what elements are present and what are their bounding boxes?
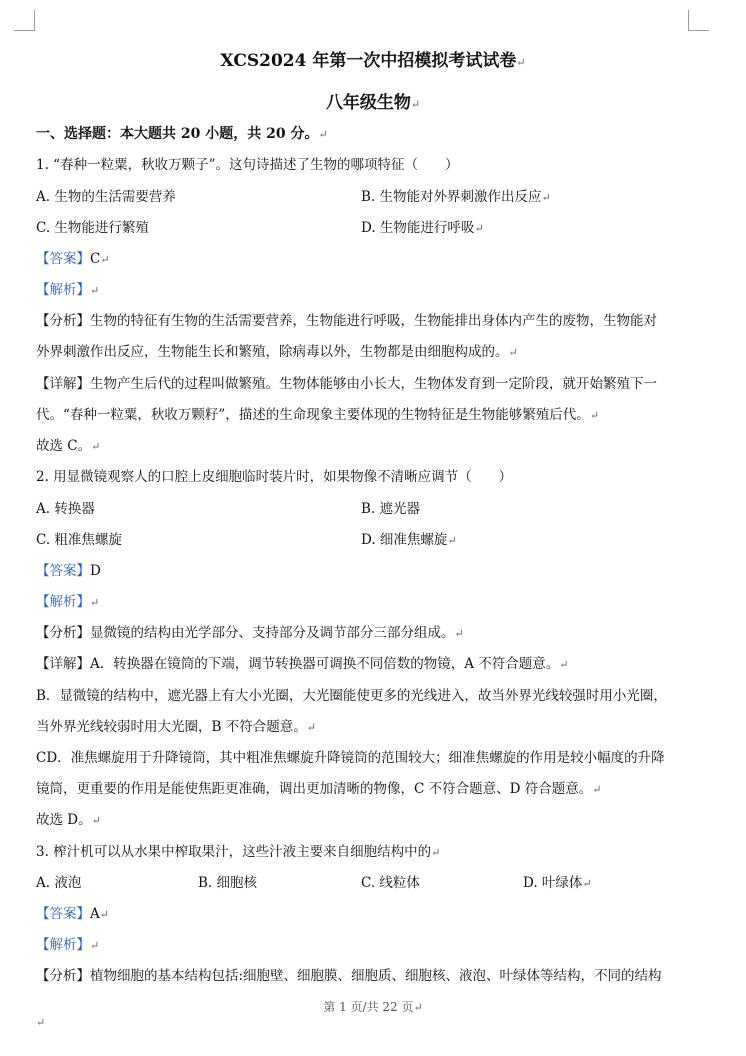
q2-conclusion: 故选 D。↵ [36, 812, 101, 828]
exam-title: XCS2024 年第一次中招模拟考试试卷↵ [220, 51, 526, 71]
q2-stem: 2. 用显微镜观察人的口腔上皮细胞临时装片时，如果物像不清晰应调节（ ） [36, 469, 513, 485]
q2-xiangjie-cd-line1: CD．准焦螺旋用于升降镜筒，其中粗准焦螺旋升降镜筒的范围较大；细准焦螺旋的作用是较小幅度的升降 [36, 750, 665, 766]
q2-xiangjie-a: 【详解】A．转换器在镜筒的下端，调节转换器可调换不同倍数的物镜，A 不符合题意。↵ [36, 656, 569, 672]
q2-jiexi: 【解析】↵ [36, 594, 100, 610]
q3-option-a: A. 液泡 [36, 875, 82, 891]
q2-option-c: C. 粗准焦螺旋 [36, 532, 122, 548]
section-heading: 一、选择题：本大题共 20 小题，共 20 分。↵ [36, 126, 328, 142]
q1-answer: 【答案】C↵ [36, 251, 110, 267]
q3-answer: 【答案】A↵ [36, 906, 109, 922]
q2-xiangjie-cd-line2: 镜筒，更重要的作用是能使焦距更准确，调出更加清晰的物像，C 不符合题意、D 符合题意。↵ [36, 781, 602, 797]
q2-option-d: D. 细准焦螺旋↵ [361, 532, 457, 548]
q1-xiangjie-line1: 【详解】生物产生后代的过程叫做繁殖。生物体能够由小长大，生物体发育到一定阶段，就开始繁殖下一 [36, 376, 657, 392]
q2-xiangjie-b-line2: 当外界光线较弱时用大光圈，B 不符合题意。↵ [36, 719, 316, 735]
q1-stem: 1. “春种一粒粟，秋收万颗子”。这句诗描述了生物的哪项特征（ ） [36, 157, 459, 173]
exam-subtitle: 八年级生物↵ [325, 93, 421, 113]
q1-option-b: B. 生物能对外界刺激作出反应↵ [361, 189, 551, 205]
q1-fenxi-line2: 外界刺激作出反应，生物能生长和繁殖，除病毒以外，生物都是由细胞构成的。↵ [36, 344, 518, 360]
q1-xiangjie-line2: 代。“春种一粒粟，秋收万颗籽”，描述的生命现象主要体现的生物特征是生物能够繁殖后代。↵ [36, 407, 600, 423]
q3-option-c: C. 线粒体 [361, 875, 420, 891]
q3-jiexi: 【解析】↵ [36, 937, 100, 953]
q3-stem: 3. 榨汁机可以从水果中榨取果汁，这些汁液主要来自细胞结构中的↵ [36, 844, 441, 860]
q1-fenxi-line1: 【分析】生物的特征有生物的生活需要营养，生物能进行呼吸，生物能排出身体内产生的废物，生物能对 [36, 313, 657, 329]
q3-option-b: B. 细胞核 [198, 875, 258, 891]
q1-option-d: D. 生物能进行呼吸↵ [361, 220, 484, 236]
q1-option-c: C. 生物能进行繁殖 [36, 220, 149, 236]
page-footer: 第 1 页/共 22 页↵ [323, 1000, 423, 1014]
page-corner-mark-top-right [688, 10, 709, 31]
q2-xiangjie-b-line1: B．显微镜的结构中，遮光器上有大小光圈，大光圈能使更多的光线进入，故当外界光线较强时用小光圈， [36, 688, 667, 704]
q1-option-a: A. 生物的生活需要营养 [36, 189, 176, 205]
paragraph-mark: ↵ [36, 1016, 46, 1029]
q2-fenxi: 【分析】显微镜的结构由光学部分、支持部分及调节部分三部分组成。↵ [36, 625, 464, 641]
q1-conclusion: 故选 C。↵ [36, 438, 101, 454]
q2-option-b: B. 遮光器 [361, 501, 421, 517]
q3-fenxi-line1: 【分析】植物细胞的基本结构包括:细胞壁、细胞膜、细胞质、细胞核、液泡、叶绿体等结构，不同的结构 [36, 968, 662, 984]
page-corner-mark-top-left [14, 10, 35, 31]
q2-answer: 【答案】D [36, 563, 101, 579]
q1-jiexi: 【解析】↵ [36, 282, 100, 298]
q2-option-a: A. 转换器 [36, 501, 95, 517]
q3-option-d: D. 叶绿体↵ [523, 875, 592, 891]
